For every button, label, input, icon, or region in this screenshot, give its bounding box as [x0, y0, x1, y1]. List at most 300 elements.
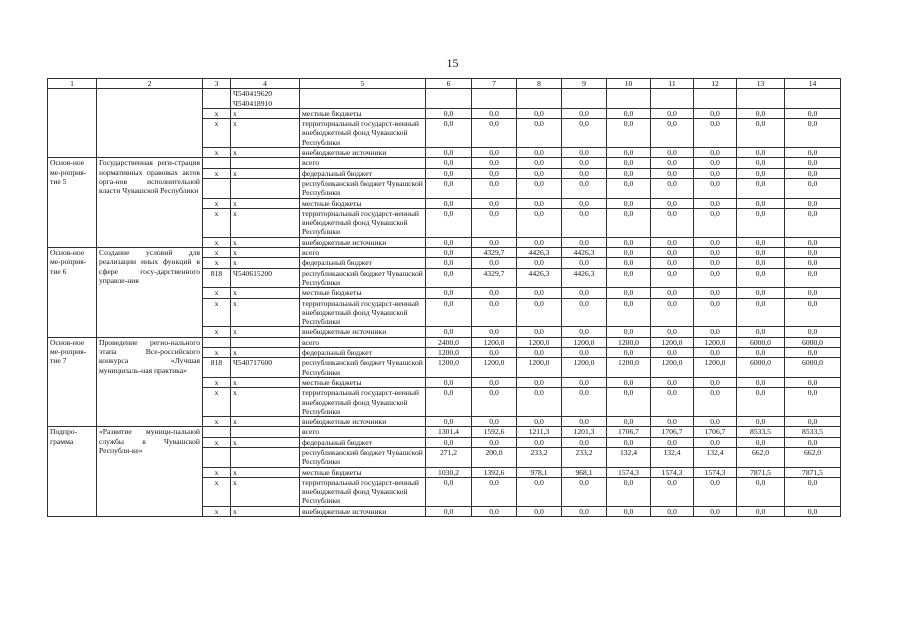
funding-table [47, 78, 841, 517]
budget-code-cell: x [231, 119, 300, 148]
amount-cell [426, 89, 472, 109]
column-header-10: 10 [607, 79, 651, 89]
amount-cell: 6000,0 [737, 337, 785, 347]
amount-cell: 0,0 [426, 258, 472, 268]
amount-cell: 0,0 [562, 348, 607, 358]
budget-code-cell: x [231, 388, 300, 417]
amount-cell: 0,0 [607, 108, 651, 118]
budget-code-cell: Ч540419620 Ч540418910 [231, 89, 300, 109]
activity-name-cell: Государственная реги-страция нормативных правовых актов орга-нов исполнительной власти Чувашской Республики [97, 158, 203, 248]
funding-source-cell: всего [300, 337, 426, 347]
amount-cell: 0,0 [562, 506, 607, 516]
amount-cell: 233,2 [562, 447, 607, 467]
budget-code-cell: x [231, 417, 300, 427]
amount-cell: 0,0 [562, 388, 607, 417]
amount-cell: 0,0 [426, 108, 472, 118]
amount-cell: 4426,3 [517, 268, 562, 288]
funding-source-cell: федеральный бюджет [300, 437, 426, 447]
column-header-12: 12 [694, 79, 737, 89]
amount-cell: 0,0 [517, 108, 562, 118]
amount-cell: 0,0 [694, 417, 737, 427]
amount-cell: 0,0 [426, 417, 472, 427]
amount-cell [517, 89, 562, 109]
amount-cell: 0,0 [785, 237, 841, 247]
ministry-code-cell: 818 [203, 268, 231, 288]
activity-code-cell: Основ-ное ме-роприя-тие 6 [48, 248, 97, 338]
budget-code-cell: Ч540615200 [231, 268, 300, 288]
budget-code-cell: x [231, 108, 300, 118]
amount-cell: 0,0 [737, 288, 785, 298]
amount-cell: 6000,0 [785, 337, 841, 347]
amount-cell: 0,0 [517, 119, 562, 148]
amount-cell: 1200,0 [651, 358, 694, 378]
ministry-code-cell [203, 178, 231, 198]
amount-cell: 0,0 [426, 377, 472, 387]
budget-code-cell: x [231, 258, 300, 268]
funding-source-cell: федеральный бюджет [300, 258, 426, 268]
amount-cell: 8533,5 [785, 427, 841, 437]
amount-cell: 0,0 [694, 178, 737, 198]
amount-cell: 0,0 [472, 258, 517, 268]
budget-code-cell: x [231, 208, 300, 237]
amount-cell: 0,0 [785, 506, 841, 516]
amount-cell: 0,0 [651, 388, 694, 417]
amount-cell: 0,0 [607, 268, 651, 288]
amount-cell: 4426,3 [517, 248, 562, 258]
amount-cell: 0,0 [562, 377, 607, 387]
amount-cell: 0,0 [607, 148, 651, 158]
funding-source-cell: местные бюджеты [300, 198, 426, 208]
amount-cell: 0,0 [651, 268, 694, 288]
amount-cell: 0,0 [472, 348, 517, 358]
amount-cell: 0,0 [607, 477, 651, 506]
ministry-code-cell: x [203, 348, 231, 358]
column-header-4: 4 [231, 79, 300, 89]
amount-cell: 0,0 [607, 258, 651, 268]
amount-cell: 0,0 [426, 158, 472, 168]
amount-cell: 0,0 [472, 168, 517, 178]
amount-cell: 1706,7 [607, 427, 651, 437]
amount-cell: 0,0 [517, 477, 562, 506]
column-header-7: 7 [472, 79, 517, 89]
amount-cell: 0,0 [694, 208, 737, 237]
amount-cell: 0,0 [472, 148, 517, 158]
budget-code-cell: x [231, 237, 300, 247]
amount-cell: 0,0 [517, 388, 562, 417]
ministry-code-cell: x [203, 327, 231, 337]
amount-cell: 0,0 [737, 298, 785, 327]
amount-cell: 1200,0 [472, 358, 517, 378]
funding-source-cell: республиканский бюджет Чувашской Республики [300, 268, 426, 288]
amount-cell: 0,0 [607, 327, 651, 337]
amount-cell: 0,0 [694, 377, 737, 387]
ministry-code-cell: x [203, 237, 231, 247]
amount-cell: 0,0 [651, 258, 694, 268]
amount-cell: 0,0 [785, 258, 841, 268]
amount-cell: 0,0 [785, 148, 841, 158]
budget-code-cell: x [231, 437, 300, 447]
amount-cell: 0,0 [737, 178, 785, 198]
amount-cell: 0,0 [694, 168, 737, 178]
ministry-code-cell: x [203, 467, 231, 477]
amount-cell: 4329,7 [472, 248, 517, 258]
funding-source-cell [300, 89, 426, 109]
amount-cell [694, 89, 737, 109]
amount-cell: 0,0 [607, 348, 651, 358]
budget-code-cell: Ч540717600 [231, 358, 300, 378]
amount-cell: 0,0 [785, 158, 841, 168]
amount-cell: 1706,7 [651, 427, 694, 437]
amount-cell: 0,0 [737, 208, 785, 237]
amount-cell: 1301,4 [426, 427, 472, 437]
amount-cell: 0,0 [785, 178, 841, 198]
amount-cell: 0,0 [562, 237, 607, 247]
amount-cell: 0,0 [426, 248, 472, 258]
funding-source-cell: территориальный государст-венный внебюджетный фонд Чувашской Республики [300, 119, 426, 148]
amount-cell: 0,0 [737, 258, 785, 268]
amount-cell: 1200,0 [472, 337, 517, 347]
amount-cell: 4426,3 [562, 248, 607, 258]
amount-cell: 0,0 [694, 477, 737, 506]
amount-cell: 0,0 [472, 178, 517, 198]
column-header-14: 14 [785, 79, 841, 89]
amount-cell: 0,0 [785, 119, 841, 148]
amount-cell: 0,0 [694, 327, 737, 337]
column-header-9: 9 [562, 79, 607, 89]
amount-cell: 0,0 [737, 158, 785, 168]
ministry-code-cell [203, 158, 231, 168]
amount-cell: 0,0 [517, 348, 562, 358]
amount-cell: 0,0 [562, 298, 607, 327]
amount-cell: 0,0 [562, 198, 607, 208]
amount-cell: 0,0 [785, 248, 841, 258]
amount-cell: 0,0 [426, 268, 472, 288]
amount-cell: 0,0 [694, 237, 737, 247]
amount-cell: 1574,3 [607, 467, 651, 477]
amount-cell: 0,0 [607, 237, 651, 247]
ministry-code-cell [203, 337, 231, 347]
activity-code-cell: Подпро-грамма [48, 427, 97, 517]
amount-cell [785, 89, 841, 109]
amount-cell: 0,0 [785, 208, 841, 237]
amount-cell: 0,0 [426, 178, 472, 198]
amount-cell: 0,0 [651, 248, 694, 258]
funding-source-cell: всего [300, 158, 426, 168]
amount-cell: 0,0 [472, 327, 517, 337]
amount-cell: 0,0 [426, 506, 472, 516]
ministry-code-cell: x [203, 417, 231, 427]
amount-cell: 0,0 [737, 248, 785, 258]
amount-cell: 0,0 [517, 327, 562, 337]
funding-source-cell: местные бюджеты [300, 288, 426, 298]
amount-cell: 0,0 [737, 388, 785, 417]
amount-cell: 0,0 [785, 298, 841, 327]
amount-cell: 0,0 [426, 237, 472, 247]
funding-source-cell: местные бюджеты [300, 108, 426, 118]
amount-cell: 0,0 [785, 288, 841, 298]
ministry-code-cell: x [203, 258, 231, 268]
amount-cell: 0,0 [562, 208, 607, 237]
amount-cell: 0,0 [785, 108, 841, 118]
amount-cell: 0,0 [562, 119, 607, 148]
amount-cell: 0,0 [607, 168, 651, 178]
amount-cell: 132,4 [651, 447, 694, 467]
budget-code-cell: x [231, 377, 300, 387]
amount-cell: 1200,0 [562, 358, 607, 378]
ministry-code-cell: x [203, 108, 231, 118]
amount-cell: 0,0 [694, 108, 737, 118]
amount-cell: 1200,0 [562, 337, 607, 347]
amount-cell: 0,0 [426, 288, 472, 298]
amount-cell: 8533,5 [737, 427, 785, 437]
amount-cell: 0,0 [785, 268, 841, 288]
table-row [48, 89, 841, 109]
amount-cell: 0,0 [472, 417, 517, 427]
amount-cell: 0,0 [517, 506, 562, 516]
amount-cell: 1574,3 [651, 467, 694, 477]
amount-cell: 0,0 [562, 158, 607, 168]
amount-cell: 1392,6 [472, 467, 517, 477]
amount-cell: 0,0 [472, 108, 517, 118]
amount-cell: 0,0 [785, 168, 841, 178]
amount-cell: 0,0 [517, 437, 562, 447]
column-header-2: 2 [97, 79, 203, 89]
activity-name-cell: «Развитие муници-пальной службы в Чувашской Республи-ке» [97, 427, 203, 517]
amount-cell: 0,0 [472, 477, 517, 506]
budget-code-cell [231, 447, 300, 467]
amount-cell: 0,0 [607, 417, 651, 427]
amount-cell: 0,0 [737, 377, 785, 387]
amount-cell: 1200,0 [607, 358, 651, 378]
amount-cell: 0,0 [562, 417, 607, 427]
budget-code-cell: x [231, 198, 300, 208]
amount-cell: 0,0 [651, 178, 694, 198]
amount-cell: 0,0 [517, 298, 562, 327]
amount-cell: 0,0 [562, 477, 607, 506]
amount-cell: 0,0 [607, 178, 651, 198]
funding-source-cell: внебюджетные источники [300, 327, 426, 337]
amount-cell: 0,0 [651, 119, 694, 148]
amount-cell: 0,0 [737, 268, 785, 288]
activity-name-cell: Проведение регио-нального этапа Все-российского конкурса «Лучшая муниципаль-ная практика» [97, 337, 203, 427]
amount-cell: 0,0 [651, 298, 694, 327]
amount-cell: 0,0 [737, 348, 785, 358]
amount-cell: 0,0 [737, 417, 785, 427]
amount-cell: 0,0 [651, 168, 694, 178]
column-header-1: 1 [48, 79, 97, 89]
ministry-code-cell [203, 447, 231, 467]
budget-code-cell: x [231, 348, 300, 358]
activity-code-cell [48, 89, 97, 158]
amount-cell: 7871,5 [737, 467, 785, 477]
amount-cell: 0,0 [694, 148, 737, 158]
amount-cell: 4426,3 [562, 268, 607, 288]
amount-cell: 0,0 [694, 348, 737, 358]
ministry-code-cell: x [203, 506, 231, 516]
amount-cell: 0,0 [694, 119, 737, 148]
activity-code-cell: Основ-ное ме-роприя-тие 7 [48, 337, 97, 427]
amount-cell [562, 89, 607, 109]
amount-cell: 0,0 [426, 437, 472, 447]
amount-cell: 0,0 [651, 148, 694, 158]
ministry-code-cell: x [203, 388, 231, 417]
amount-cell: 0,0 [517, 288, 562, 298]
table-body [48, 89, 841, 517]
funding-source-cell: местные бюджеты [300, 467, 426, 477]
budget-code-cell: x [231, 248, 300, 258]
ministry-code-cell: x [203, 148, 231, 158]
amount-cell: 0,0 [737, 237, 785, 247]
amount-cell: 0,0 [607, 506, 651, 516]
table-row [48, 158, 841, 168]
amount-cell: 0,0 [694, 388, 737, 417]
funding-source-cell: всего [300, 248, 426, 258]
amount-cell: 0,0 [651, 158, 694, 168]
column-header-row [48, 79, 841, 89]
page-number: 15 [446, 56, 459, 70]
amount-cell: 968,1 [562, 467, 607, 477]
amount-cell: 0,0 [607, 298, 651, 327]
amount-cell: 1211,3 [517, 427, 562, 437]
budget-code-cell: x [231, 477, 300, 506]
amount-cell: 0,0 [651, 237, 694, 247]
amount-cell: 0,0 [785, 388, 841, 417]
amount-cell: 0,0 [562, 288, 607, 298]
amount-cell: 0,0 [785, 477, 841, 506]
amount-cell: 0,0 [651, 437, 694, 447]
amount-cell: 0,0 [651, 477, 694, 506]
amount-cell: 0,0 [426, 168, 472, 178]
ministry-code-cell: x [203, 168, 231, 178]
amount-cell: 0,0 [562, 108, 607, 118]
amount-cell: 0,0 [607, 208, 651, 237]
amount-cell: 0,0 [562, 258, 607, 268]
amount-cell: 0,0 [517, 198, 562, 208]
amount-cell: 0,0 [737, 148, 785, 158]
amount-cell: 132,4 [607, 447, 651, 467]
funding-source-cell: территориальный государст-венный внебюджетный фонд Чувашской Республики [300, 388, 426, 417]
activity-code-cell: Основ-ное ме-роприя-тие 5 [48, 158, 97, 248]
amount-cell: 7871,5 [785, 467, 841, 477]
amount-cell: 1200,0 [517, 358, 562, 378]
table-row [48, 337, 841, 347]
ministry-code-cell: 818 [203, 358, 231, 378]
amount-cell: 0,0 [607, 377, 651, 387]
table-row [48, 248, 841, 258]
budget-code-cell: x [231, 467, 300, 477]
amount-cell: 1200,0 [607, 337, 651, 347]
amount-cell: 6000,0 [785, 358, 841, 378]
ministry-code-cell: x [203, 298, 231, 327]
amount-cell: 0,0 [737, 327, 785, 337]
amount-cell: 1200,0 [651, 337, 694, 347]
amount-cell: 0,0 [785, 377, 841, 387]
amount-cell: 0,0 [694, 437, 737, 447]
amount-cell: 0,0 [651, 108, 694, 118]
amount-cell: 0,0 [426, 208, 472, 237]
funding-source-cell: федеральный бюджет [300, 348, 426, 358]
column-header-11: 11 [651, 79, 694, 89]
amount-cell: 0,0 [426, 198, 472, 208]
amount-cell: 0,0 [785, 327, 841, 337]
amount-cell [607, 89, 651, 109]
amount-cell: 0,0 [737, 506, 785, 516]
amount-cell: 0,0 [694, 248, 737, 258]
amount-cell: 0,0 [426, 119, 472, 148]
ministry-code-cell: x [203, 288, 231, 298]
amount-cell: 0,0 [737, 119, 785, 148]
amount-cell: 0,0 [694, 506, 737, 516]
amount-cell: 0,0 [562, 437, 607, 447]
amount-cell: 1592,6 [472, 427, 517, 437]
amount-cell: 0,0 [472, 377, 517, 387]
ministry-code-cell: x [203, 477, 231, 506]
amount-cell: 0,0 [472, 437, 517, 447]
funding-source-cell: территориальный государст-венный внебюджетный фонд Чувашской Республики [300, 208, 426, 237]
amount-cell: 0,0 [607, 437, 651, 447]
amount-cell: 0,0 [517, 168, 562, 178]
amount-cell: 0,0 [472, 119, 517, 148]
funding-source-cell: республиканский бюджет Чувашской Республики [300, 447, 426, 467]
amount-cell: 0,0 [517, 417, 562, 427]
budget-code-cell: x [231, 506, 300, 516]
amount-cell: 0,0 [517, 158, 562, 168]
budget-code-cell: x [231, 288, 300, 298]
table-row [48, 427, 841, 437]
amount-cell: 0,0 [651, 288, 694, 298]
funding-source-cell: местные бюджеты [300, 377, 426, 387]
ministry-code-cell: x [203, 248, 231, 258]
funding-source-cell: республиканский бюджет Чувашской Республики [300, 358, 426, 378]
amount-cell: 0,0 [651, 327, 694, 337]
amount-cell: 1200,0 [426, 358, 472, 378]
funding-source-cell: территориальный государст-венный внебюджетный фонд Чувашской Республики [300, 298, 426, 327]
amount-cell: 1201,3 [562, 427, 607, 437]
amount-cell: 0,0 [651, 377, 694, 387]
amount-cell: 0,0 [517, 208, 562, 237]
amount-cell: 0,0 [737, 168, 785, 178]
ministry-code-cell: x [203, 377, 231, 387]
amount-cell: 0,0 [607, 198, 651, 208]
amount-cell: 1574,3 [694, 467, 737, 477]
amount-cell: 0,0 [426, 298, 472, 327]
amount-cell: 0,0 [694, 268, 737, 288]
amount-cell [472, 89, 517, 109]
amount-cell: 0,0 [607, 158, 651, 168]
amount-cell: 1200,0 [694, 337, 737, 347]
amount-cell: 1200,0 [517, 337, 562, 347]
funding-source-cell: республиканский бюджет Чувашской Республики [300, 178, 426, 198]
amount-cell: 1030,2 [426, 467, 472, 477]
budget-code-cell: x [231, 168, 300, 178]
amount-cell: 0,0 [562, 168, 607, 178]
amount-cell: 0,0 [517, 377, 562, 387]
funding-source-cell: внебюджетные источники [300, 506, 426, 516]
column-header-3: 3 [203, 79, 231, 89]
amount-cell: 0,0 [694, 288, 737, 298]
column-header-6: 6 [426, 79, 472, 89]
budget-code-cell [231, 427, 300, 437]
budget-code-cell: x [231, 327, 300, 337]
amount-cell [737, 89, 785, 109]
budget-code-cell [231, 178, 300, 198]
amount-cell: 0,0 [785, 417, 841, 427]
amount-cell: 2400,0 [426, 337, 472, 347]
funding-source-cell: внебюджетные источники [300, 148, 426, 158]
column-header-5: 5 [300, 79, 426, 89]
amount-cell: 0,0 [472, 198, 517, 208]
funding-source-cell: территориальный государст-венный внебюджетный фонд Чувашской Республики [300, 477, 426, 506]
